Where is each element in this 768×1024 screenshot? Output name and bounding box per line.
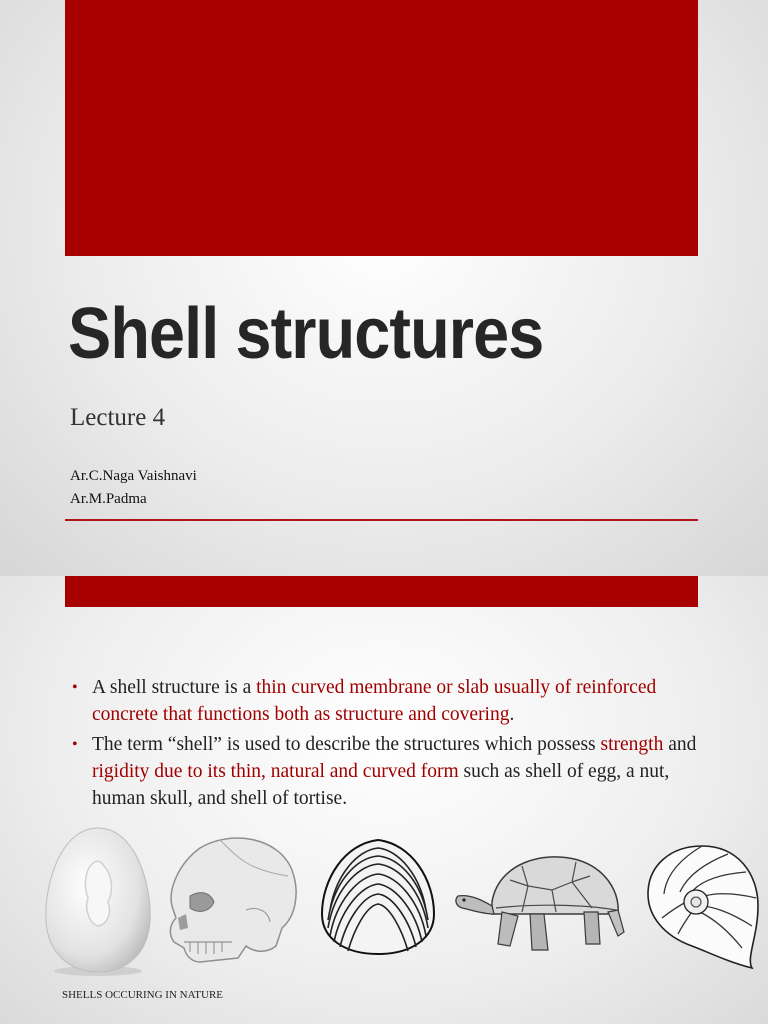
- bullet-text: A shell structure is a: [92, 677, 257, 698]
- bullet-item: [72, 674, 712, 728]
- nautilus-shell-illustration: [642, 838, 764, 972]
- clam-shell-illustration: [316, 836, 440, 960]
- egg-shell-illustration: [40, 826, 156, 976]
- bullet-dot-icon: •: [72, 736, 78, 753]
- title-accent-block: [65, 0, 698, 256]
- bullet-text: The term “shell” is used to describe the structures which possess: [92, 734, 601, 755]
- bullet-highlight-text: rigidity due to its thin, natural and curved form: [92, 761, 459, 782]
- bullet-text: .: [509, 704, 515, 725]
- human-skull-illustration: [160, 830, 302, 970]
- content-accent-block: [65, 576, 698, 607]
- slide-title: Shell structures: [68, 294, 544, 374]
- image-caption: SHELLS OCCURING IN NATURE: [62, 989, 224, 1001]
- bullet-highlight-text: strength: [600, 734, 664, 755]
- slide-subtitle: Lecture 4: [70, 404, 166, 431]
- divider-line: [65, 519, 698, 521]
- bullet-dot-icon: •: [72, 679, 78, 696]
- content-slide: [0, 576, 768, 1024]
- bullet-text: such as shell of egg, a nut, human skull, and shell of tortise.: [92, 761, 670, 809]
- author-name: Ar.C.Naga Vaishnavi: [70, 468, 197, 484]
- bullet-highlight-text: thin curved membrane or slab usually of reinforced concrete that functions both as structure and covering: [92, 677, 657, 725]
- bullet-list: [72, 674, 712, 815]
- tortoise-illustration: [452, 846, 628, 958]
- bullet-item: [72, 731, 712, 812]
- bullet-text: and: [663, 734, 697, 755]
- author-name: Ar.M.Padma: [70, 491, 147, 507]
